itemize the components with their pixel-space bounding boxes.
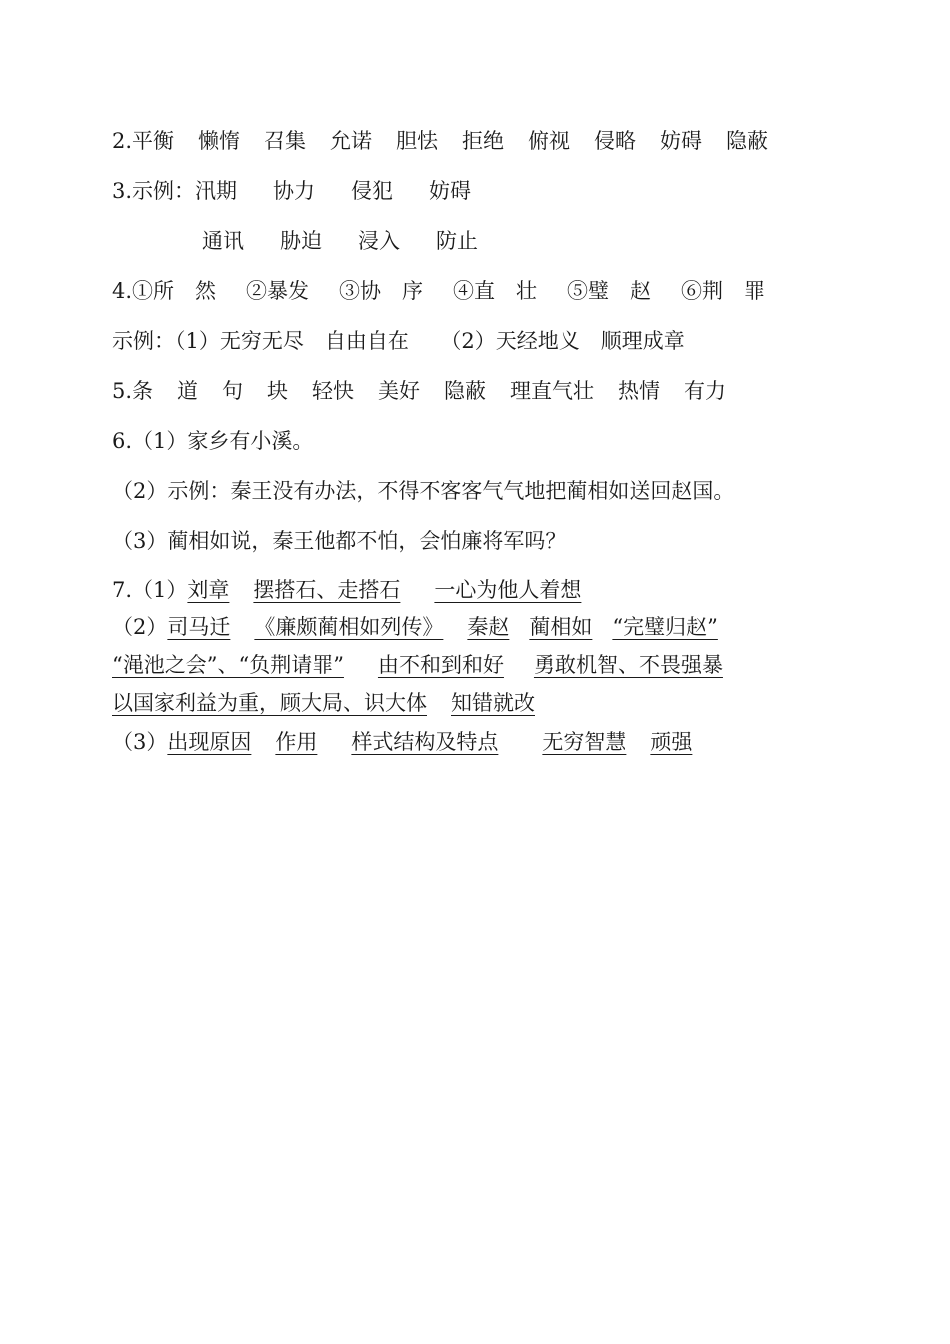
q4-example: 示例：（1）无穷无尽 自由自在 （2）天经地义 顺理成章 xyxy=(112,329,685,353)
q4-line xyxy=(112,276,765,306)
q5-word: 块 xyxy=(267,379,289,403)
q5-word: 热情 xyxy=(618,379,661,403)
q7-blank: 无穷智慧 xyxy=(542,730,627,754)
q5-word: 理直气壮 xyxy=(510,379,595,403)
q3-prefix: 3.示例： xyxy=(112,179,196,203)
q2-word: 拒绝 xyxy=(462,129,505,153)
q5-line xyxy=(112,376,726,406)
q4-item: ⑥荆 罪 xyxy=(681,279,766,303)
q7-blank: 一心为他人着想 xyxy=(434,578,582,602)
q7-blank: 勇敢机智、不畏强暴 xyxy=(533,653,723,677)
q7-blank: 司马迁 xyxy=(167,615,231,639)
q4-item: ④直 壮 xyxy=(453,279,538,303)
q5-word: 隐蔽 xyxy=(444,379,487,403)
q3-word: 汛期 xyxy=(195,179,238,203)
q3-word: 防止 xyxy=(436,229,478,253)
q4-item: 4.①所 然 xyxy=(112,279,217,303)
q7-prefix: （2） xyxy=(112,615,168,639)
q7-blank: 出现原因 xyxy=(167,730,252,754)
q4-item: ②暴发 xyxy=(246,279,310,303)
q7-blank: “完璧归赵” xyxy=(612,615,718,639)
q6-line-1: 6.（1）家乡有小溪。 xyxy=(112,429,314,453)
q2-word: 隐蔽 xyxy=(726,129,769,153)
q7-prefix: 7.（1） xyxy=(112,578,188,602)
q6-line-2: （2）示例：秦王没有办法，不得不客客气气地把蔺相如送回赵国。 xyxy=(112,479,735,503)
q2-word: 妨碍 xyxy=(660,129,703,153)
q7-prefix: （3） xyxy=(112,730,168,754)
q2-word: 懒惰 xyxy=(198,129,241,153)
q7-blank: 《廉颇蔺相如列传》 xyxy=(254,615,444,639)
q7-blank: 刘章 xyxy=(187,578,230,602)
q7-blank: 作用 xyxy=(275,730,318,754)
q2-line xyxy=(112,126,768,156)
q7-blank: 秦赵 xyxy=(467,615,510,639)
q7-blank: 蔺相如 xyxy=(529,615,593,639)
q7-line-5 xyxy=(112,727,692,757)
q2-word: 俯视 xyxy=(528,129,571,153)
q7-line-1 xyxy=(112,575,581,605)
q7-blank: 顽强 xyxy=(650,730,693,754)
q2-word: 召集 xyxy=(264,129,307,153)
q7-line-2 xyxy=(112,612,718,642)
q5-word: 句 xyxy=(222,379,244,403)
q3-word: 胁迫 xyxy=(280,229,322,253)
q3-word: 协力 xyxy=(273,179,316,203)
q3-line-2 xyxy=(202,226,478,256)
q3-word: 妨碍 xyxy=(429,179,472,203)
q7-blank: 以国家利益为重，顾大局、识大体 xyxy=(112,691,427,715)
q7-blank: “渑池之会”、“负荆请罪” xyxy=(112,653,344,677)
q2-word: 允诺 xyxy=(330,129,373,153)
q5-word: 轻快 xyxy=(312,379,355,403)
q5-word: 条 xyxy=(132,379,154,403)
q7-blank: 样式结构及特点 xyxy=(351,730,499,754)
q3-word: 通讯 xyxy=(202,229,244,253)
q3-word: 浸入 xyxy=(358,229,400,253)
q3-word: 侵犯 xyxy=(351,179,394,203)
q5-word: 美好 xyxy=(378,379,421,403)
q4-item: ⑤璧 赵 xyxy=(567,279,652,303)
q5-word: 道 xyxy=(177,379,199,403)
q2-word: 胆怯 xyxy=(396,129,439,153)
q6-line-3: （3）蔺相如说，秦王他都不怕，会怕廉将军吗？ xyxy=(112,529,567,553)
q7-line-4 xyxy=(112,688,535,718)
q5-word: 有力 xyxy=(684,379,727,403)
q7-line-3 xyxy=(112,650,723,680)
q7-blank: 由不和到和好 xyxy=(377,653,504,677)
q4-item: ③协 序 xyxy=(339,279,424,303)
q2-word: 侵略 xyxy=(594,129,637,153)
q2-word: 平衡 xyxy=(132,129,175,153)
q5-number: 5. xyxy=(112,379,133,403)
q7-blank: 知错就改 xyxy=(451,691,535,715)
q3-line-1 xyxy=(112,176,471,206)
q2-number: 2. xyxy=(112,129,133,153)
q7-blank: 摆搭石、走搭石 xyxy=(253,578,401,602)
